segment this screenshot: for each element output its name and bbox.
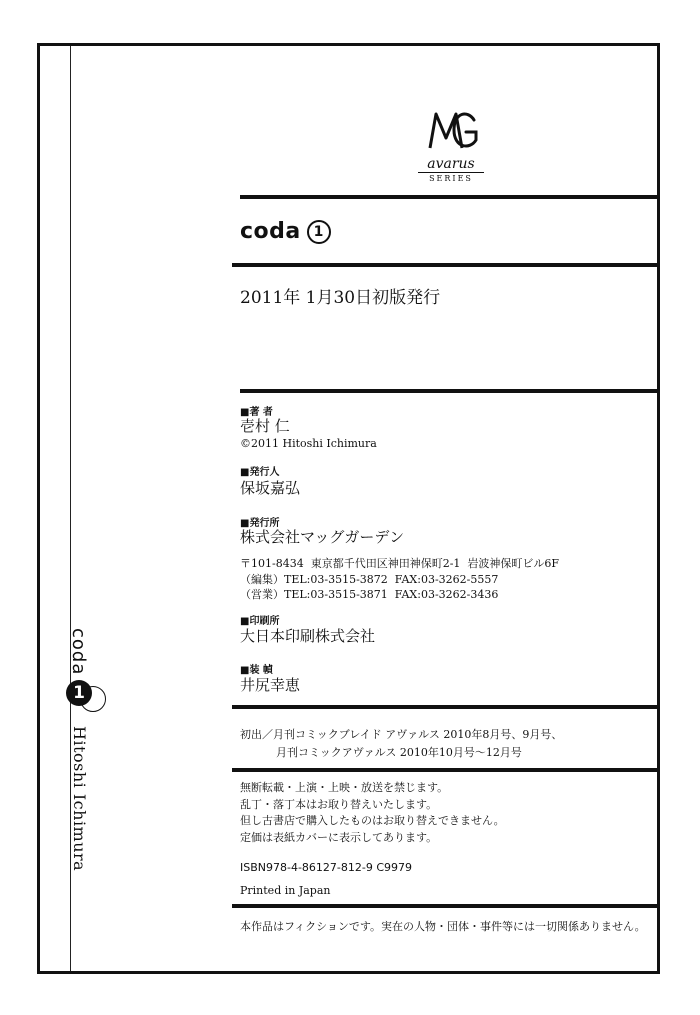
book-title xyxy=(240,219,331,244)
printer-label: ■印刷所 xyxy=(240,616,280,627)
serialization-line-1: 初出／月刊コミックブレイド アヴァルス 2010年8月号、9月号、 xyxy=(240,728,563,741)
design-name: 井尻幸恵 xyxy=(240,676,301,694)
notice-line: 定価は表紙カバーに表示してあります。 xyxy=(240,831,438,844)
title-top-rule xyxy=(240,195,658,199)
logo-brand: avarus xyxy=(427,156,475,172)
notice-line: 無断転載・上演・上映・放送を禁じます。 xyxy=(240,781,449,794)
printer-name: 大日本印刷株式会社 xyxy=(240,627,376,645)
fiction-notice: 本作品はフィクションです。実在の人物・団体・事件等には一切関係ありません。 xyxy=(240,920,646,933)
spine xyxy=(58,628,98,928)
publisher-person-label: ■発行人 xyxy=(240,467,280,478)
mg-logo-icon xyxy=(424,104,480,160)
copyright: ©2011 Hitoshi Ichimura xyxy=(240,437,377,450)
serialization-top-rule xyxy=(232,705,658,709)
notice-line: 乱丁・落丁本はお取り替えいたします。 xyxy=(240,798,438,811)
serialization-line-2: 月刊コミックアヴァルス 2010年10月号～12月号 xyxy=(276,746,522,759)
title-bottom-rule xyxy=(232,263,658,267)
spine-volume: 1 xyxy=(66,680,92,706)
volume-circle: 1 xyxy=(307,220,331,244)
notices-top-rule xyxy=(232,768,658,772)
credits-top-rule xyxy=(240,389,658,393)
design-label: ■装 幀 xyxy=(240,665,273,676)
spine-title: coda xyxy=(68,628,89,676)
isbn: ISBN978-4-86127-812-9 C9979 xyxy=(240,861,413,874)
publisher-sales-contact: （営業）TEL:03-3515-3871 FAX:03-3262-3436 xyxy=(240,588,499,601)
publisher-editorial-contact: （編集）TEL:03-3515-3872 FAX:03-3262-5557 xyxy=(240,573,499,586)
printed-in: Printed in Japan xyxy=(240,884,331,897)
logo-series: SERIES xyxy=(418,172,484,183)
publisher-name: 株式会社マッグガーデン xyxy=(240,528,405,546)
fiction-top-rule xyxy=(232,904,658,908)
publisher-address: 〒101-8434 東京都千代田区神田神保町2-1 岩波神保町ビル6F xyxy=(240,557,560,570)
publisher-person-name: 保坂嘉弘 xyxy=(240,479,301,497)
spine-author: Hitoshi Ichimura xyxy=(70,726,89,872)
author-label: ■著 者 xyxy=(240,407,273,418)
author-name: 壱村 仁 xyxy=(240,417,290,435)
book-title-text: coda xyxy=(240,219,301,244)
publication-date: 2011年 1月30日初版発行 xyxy=(240,288,441,308)
notice-line: 但し古書店で購入したものはお取り替えできません。 xyxy=(240,814,505,827)
publisher-logo xyxy=(418,104,484,186)
publisher-label: ■発行所 xyxy=(240,518,280,529)
